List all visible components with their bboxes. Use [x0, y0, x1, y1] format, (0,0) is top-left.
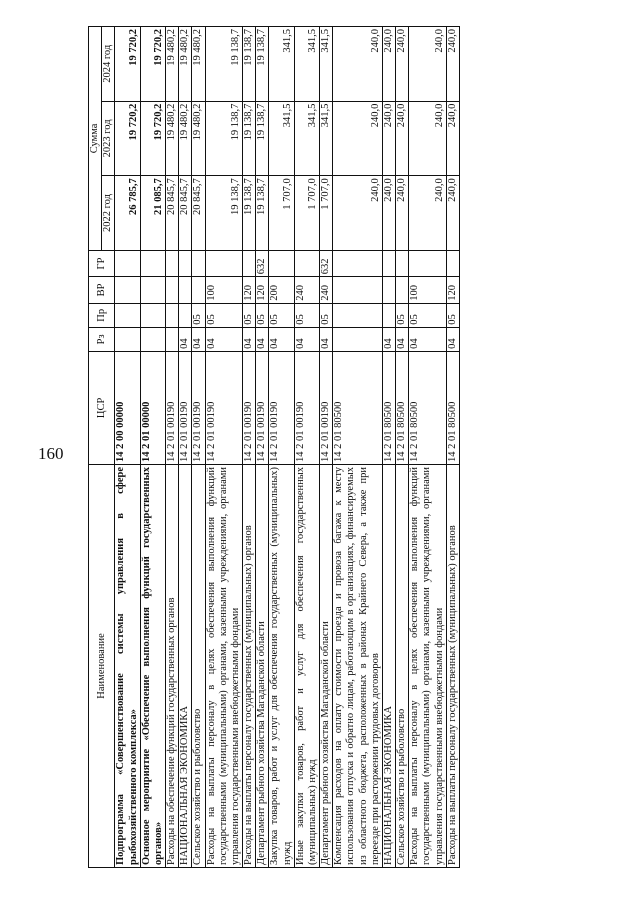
table-row — [179, 27, 192, 868]
table-cell-name: НАЦИОНАЛЬНАЯ ЭКОНОМИКА — [179, 464, 192, 867]
table-cell-csr: 14 2 00 00000 — [115, 351, 140, 464]
table-cell-2022: 19 138,7 — [256, 176, 269, 251]
table-row — [320, 27, 333, 868]
table-cell-2024: 19 480,2 — [179, 27, 192, 102]
table-cell-rz: 04 — [320, 327, 333, 351]
table-cell-rz: 04 — [192, 327, 205, 351]
table-cell-vr — [192, 277, 205, 303]
table-cell-2023: 341,5 — [320, 101, 333, 176]
table-cell-csr: 14 2 01 80500 — [396, 351, 409, 464]
page-number: 160 — [38, 444, 64, 463]
table-cell-csr: 14 2 01 00190 — [320, 351, 333, 464]
table-cell-name: Подпрограмма «Совершенствование системы управления в сфере рыбохозяйственного комплекса» — [115, 464, 140, 867]
header-year-2024: 2024 год — [102, 27, 115, 102]
table-cell-2023: 341,5 — [269, 101, 294, 176]
table-row — [382, 27, 395, 868]
table-cell-name: Закупка товаров, работ и услуг для обеспечения государственных (муниципальных) нужд — [269, 464, 294, 867]
table-cell-2023: 19 138,7 — [243, 101, 256, 176]
table-cell-2022: 240,0 — [333, 176, 383, 251]
table-cell-2022: 21 085,7 — [140, 176, 165, 251]
table-cell-gr — [269, 250, 294, 276]
table-cell-gr — [396, 250, 409, 276]
table-cell-rz — [115, 327, 140, 351]
table-cell-2024: 341,5 — [269, 27, 294, 102]
table-cell-pr: 05 — [192, 303, 205, 327]
table-cell-2022: 20 845,7 — [166, 176, 179, 251]
table-cell-rz: 04 — [446, 327, 459, 351]
table-cell-pr: 05 — [409, 303, 447, 327]
table-row — [269, 27, 294, 868]
table-body — [115, 27, 460, 868]
header-rz: Рз — [89, 327, 115, 351]
table-cell-2023: 19 138,7 — [256, 101, 269, 176]
table-cell-csr: 14 2 01 80500 — [333, 351, 383, 464]
header-csr: ЦСР — [89, 351, 115, 464]
table-cell-name: Сельское хозяйство и рыболовство — [192, 464, 205, 867]
table-cell-csr: 14 2 01 00190 — [269, 351, 294, 464]
table-cell-vr — [382, 277, 395, 303]
table-cell-vr: 100 — [205, 277, 243, 303]
table-cell-2024: 19 480,2 — [166, 27, 179, 102]
table-cell-2024: 19 720,2 — [115, 27, 140, 102]
table-cell-2024: 19 138,7 — [243, 27, 256, 102]
table-cell-rz — [333, 327, 383, 351]
table-cell-2024: 240,0 — [382, 27, 395, 102]
table-cell-name: НАЦИОНАЛЬНАЯ ЭКОНОМИКА — [382, 464, 395, 867]
table-cell-name: Расходы на выплаты персоналу в целях обеспечения выполнения функций государственными (муниципальными) органами, казенными учреждениями, органами управления государственными внебюджетными фондами — [205, 464, 243, 867]
table-cell-2022: 1 707,0 — [320, 176, 333, 251]
table-cell-2024: 240,0 — [396, 27, 409, 102]
table-row — [115, 27, 140, 868]
table-cell-name: Расходы на выплаты персоналу государственных (муниципальных) органов — [446, 464, 459, 867]
table-cell-vr: 100 — [409, 277, 447, 303]
table-cell-vr — [396, 277, 409, 303]
table-cell-name: Основное мероприятие «Обеспечение выполнения функций государственных органов» — [140, 464, 165, 867]
table-row — [294, 27, 319, 868]
rotated-budget-table-page — [88, 26, 548, 868]
table-cell-vr: 120 — [446, 277, 459, 303]
table-cell-gr — [192, 250, 205, 276]
table-cell-rz: 04 — [243, 327, 256, 351]
table-cell-gr — [409, 250, 447, 276]
table-cell-rz: 04 — [294, 327, 319, 351]
table-cell-2022: 19 138,7 — [243, 176, 256, 251]
table-cell-rz: 04 — [382, 327, 395, 351]
table-row — [396, 27, 409, 868]
header-name: Наименование — [89, 464, 115, 867]
table-cell-pr — [382, 303, 395, 327]
table-row — [140, 27, 165, 868]
table-cell-csr: 14 2 01 80500 — [382, 351, 395, 464]
table-cell-gr — [205, 250, 243, 276]
table-cell-2023: 19 720,2 — [140, 101, 165, 176]
table-cell-gr: 632 — [256, 250, 269, 276]
table-cell-csr: 14 2 01 00000 — [140, 351, 165, 464]
header-pr: Пр — [89, 303, 115, 327]
header-sum: Сумма — [89, 27, 102, 251]
table-cell-rz: 04 — [205, 327, 243, 351]
table-row — [243, 27, 256, 868]
table-cell-2023: 240,0 — [396, 101, 409, 176]
table-cell-vr — [333, 277, 383, 303]
table-cell-pr — [179, 303, 192, 327]
table-cell-gr — [333, 250, 383, 276]
table-cell-2024: 240,0 — [333, 27, 383, 102]
table-cell-pr: 05 — [269, 303, 294, 327]
table-cell-pr: 05 — [446, 303, 459, 327]
table-cell-2022: 1 707,0 — [294, 176, 319, 251]
table-cell-name: Расходы на выплаты персоналу государственных (муниципальных) органов — [243, 464, 256, 867]
table-cell-csr: 14 2 01 80500 — [409, 351, 447, 464]
header-row-top — [89, 27, 102, 868]
table-cell-rz: 04 — [256, 327, 269, 351]
table-cell-gr — [382, 250, 395, 276]
table-cell-2024: 19 138,7 — [256, 27, 269, 102]
table-cell-pr — [115, 303, 140, 327]
table-cell-2024: 19 720,2 — [140, 27, 165, 102]
table-cell-rz: 04 — [269, 327, 294, 351]
table-cell-2023: 240,0 — [382, 101, 395, 176]
table-cell-csr: 14 2 01 00190 — [179, 351, 192, 464]
table-cell-2022: 20 845,7 — [192, 176, 205, 251]
table-cell-2024: 341,5 — [294, 27, 319, 102]
table-cell-name: Компенсация расходов на оплату стоимости проезда и провоза багажа к месту использования отпуска и обратно лицам, работающим в организациях, финансируемых из областного бюджета, расположенных в районах Крайнего Севера, а также при переезде при расторжении трудовых договоров — [333, 464, 383, 867]
table-cell-pr: 05 — [256, 303, 269, 327]
table-cell-2024: 19 480,2 — [192, 27, 205, 102]
table-cell-2023: 240,0 — [446, 101, 459, 176]
table-cell-csr: 14 2 01 00190 — [192, 351, 205, 464]
table-cell-2022: 240,0 — [409, 176, 447, 251]
table-cell-rz — [140, 327, 165, 351]
table-cell-vr: 200 — [269, 277, 294, 303]
table-row — [256, 27, 269, 868]
table-cell-pr: 05 — [294, 303, 319, 327]
table-cell-pr: 05 — [396, 303, 409, 327]
table-cell-2023: 19 480,2 — [179, 101, 192, 176]
header-year-2023: 2023 год — [102, 101, 115, 176]
table-cell-gr — [166, 250, 179, 276]
table-cell-pr: 05 — [243, 303, 256, 327]
table-cell-pr — [140, 303, 165, 327]
header-year-2022: 2022 год — [102, 176, 115, 251]
table-cell-2023: 240,0 — [409, 101, 447, 176]
table-cell-gr — [179, 250, 192, 276]
table-row — [446, 27, 459, 868]
table-cell-2023: 19 720,2 — [115, 101, 140, 176]
header-gr: ГР — [89, 250, 115, 276]
table-cell-csr: 14 2 01 00190 — [243, 351, 256, 464]
table-cell-2023: 19 138,7 — [205, 101, 243, 176]
table-cell-2023: 19 480,2 — [166, 101, 179, 176]
table-row — [166, 27, 179, 868]
table-cell-csr: 14 2 01 80500 — [446, 351, 459, 464]
table-cell-2024: 240,0 — [409, 27, 447, 102]
table-cell-csr: 14 2 01 00190 — [166, 351, 179, 464]
table-cell-2022: 20 845,7 — [179, 176, 192, 251]
table-cell-rz: 04 — [179, 327, 192, 351]
table-cell-2024: 341,5 — [320, 27, 333, 102]
table-cell-gr — [294, 250, 319, 276]
table-cell-pr: 05 — [320, 303, 333, 327]
table-cell-csr: 14 2 01 00190 — [294, 351, 319, 464]
table-cell-vr — [179, 277, 192, 303]
budget-table — [88, 26, 460, 868]
table-cell-name: Департамент рыбного хозяйства Магаданской области — [320, 464, 333, 867]
table-cell-name: Расходы на выплаты персоналу в целях обеспечения выполнения функций государственными (муниципальными) органами, казенными учреждениями, органами управления государственными внебюджетными фондами — [409, 464, 447, 867]
table-cell-rz — [166, 327, 179, 351]
table-cell-gr — [115, 250, 140, 276]
table-cell-gr: 632 — [320, 250, 333, 276]
table-cell-2022: 240,0 — [446, 176, 459, 251]
table-cell-pr — [333, 303, 383, 327]
table-cell-2023: 19 480,2 — [192, 101, 205, 176]
table-cell-2023: 341,5 — [294, 101, 319, 176]
table-cell-vr — [166, 277, 179, 303]
table-cell-name: Иные закупки товаров, работ и услуг для обеспечения государственных (муниципальных) нужд — [294, 464, 319, 867]
table-cell-name: Департамент рыбного хозяйства Магаданской области — [256, 464, 269, 867]
table-cell-vr — [115, 277, 140, 303]
table-cell-2024: 240,0 — [446, 27, 459, 102]
table-cell-2022: 240,0 — [382, 176, 395, 251]
table-cell-rz: 04 — [409, 327, 447, 351]
table-cell-gr — [446, 250, 459, 276]
table-cell-rz: 04 — [396, 327, 409, 351]
table-cell-gr — [243, 250, 256, 276]
table-cell-2023: 240,0 — [333, 101, 383, 176]
table-cell-pr: 05 — [205, 303, 243, 327]
header-vr: ВР — [89, 277, 115, 303]
table-row — [333, 27, 383, 868]
table-cell-csr: 14 2 01 00190 — [205, 351, 243, 464]
table-cell-2022: 19 138,7 — [205, 176, 243, 251]
table-cell-vr — [140, 277, 165, 303]
table-cell-name: Расходы на обеспечение функций государственных органов — [166, 464, 179, 867]
table-cell-2022: 26 785,7 — [115, 176, 140, 251]
table-cell-2024: 19 138,7 — [205, 27, 243, 102]
table-cell-csr: 14 2 01 00190 — [256, 351, 269, 464]
table-cell-gr — [140, 250, 165, 276]
table-row — [409, 27, 447, 868]
table-row — [205, 27, 243, 868]
table-cell-vr: 240 — [294, 277, 319, 303]
table-cell-pr — [166, 303, 179, 327]
table-cell-2022: 1 707,0 — [269, 176, 294, 251]
table-cell-vr: 240 — [320, 277, 333, 303]
table-cell-2022: 240,0 — [396, 176, 409, 251]
table-cell-vr: 120 — [243, 277, 256, 303]
table-cell-name: Сельское хозяйство и рыболовство — [396, 464, 409, 867]
table-row — [192, 27, 205, 868]
table-cell-vr: 120 — [256, 277, 269, 303]
